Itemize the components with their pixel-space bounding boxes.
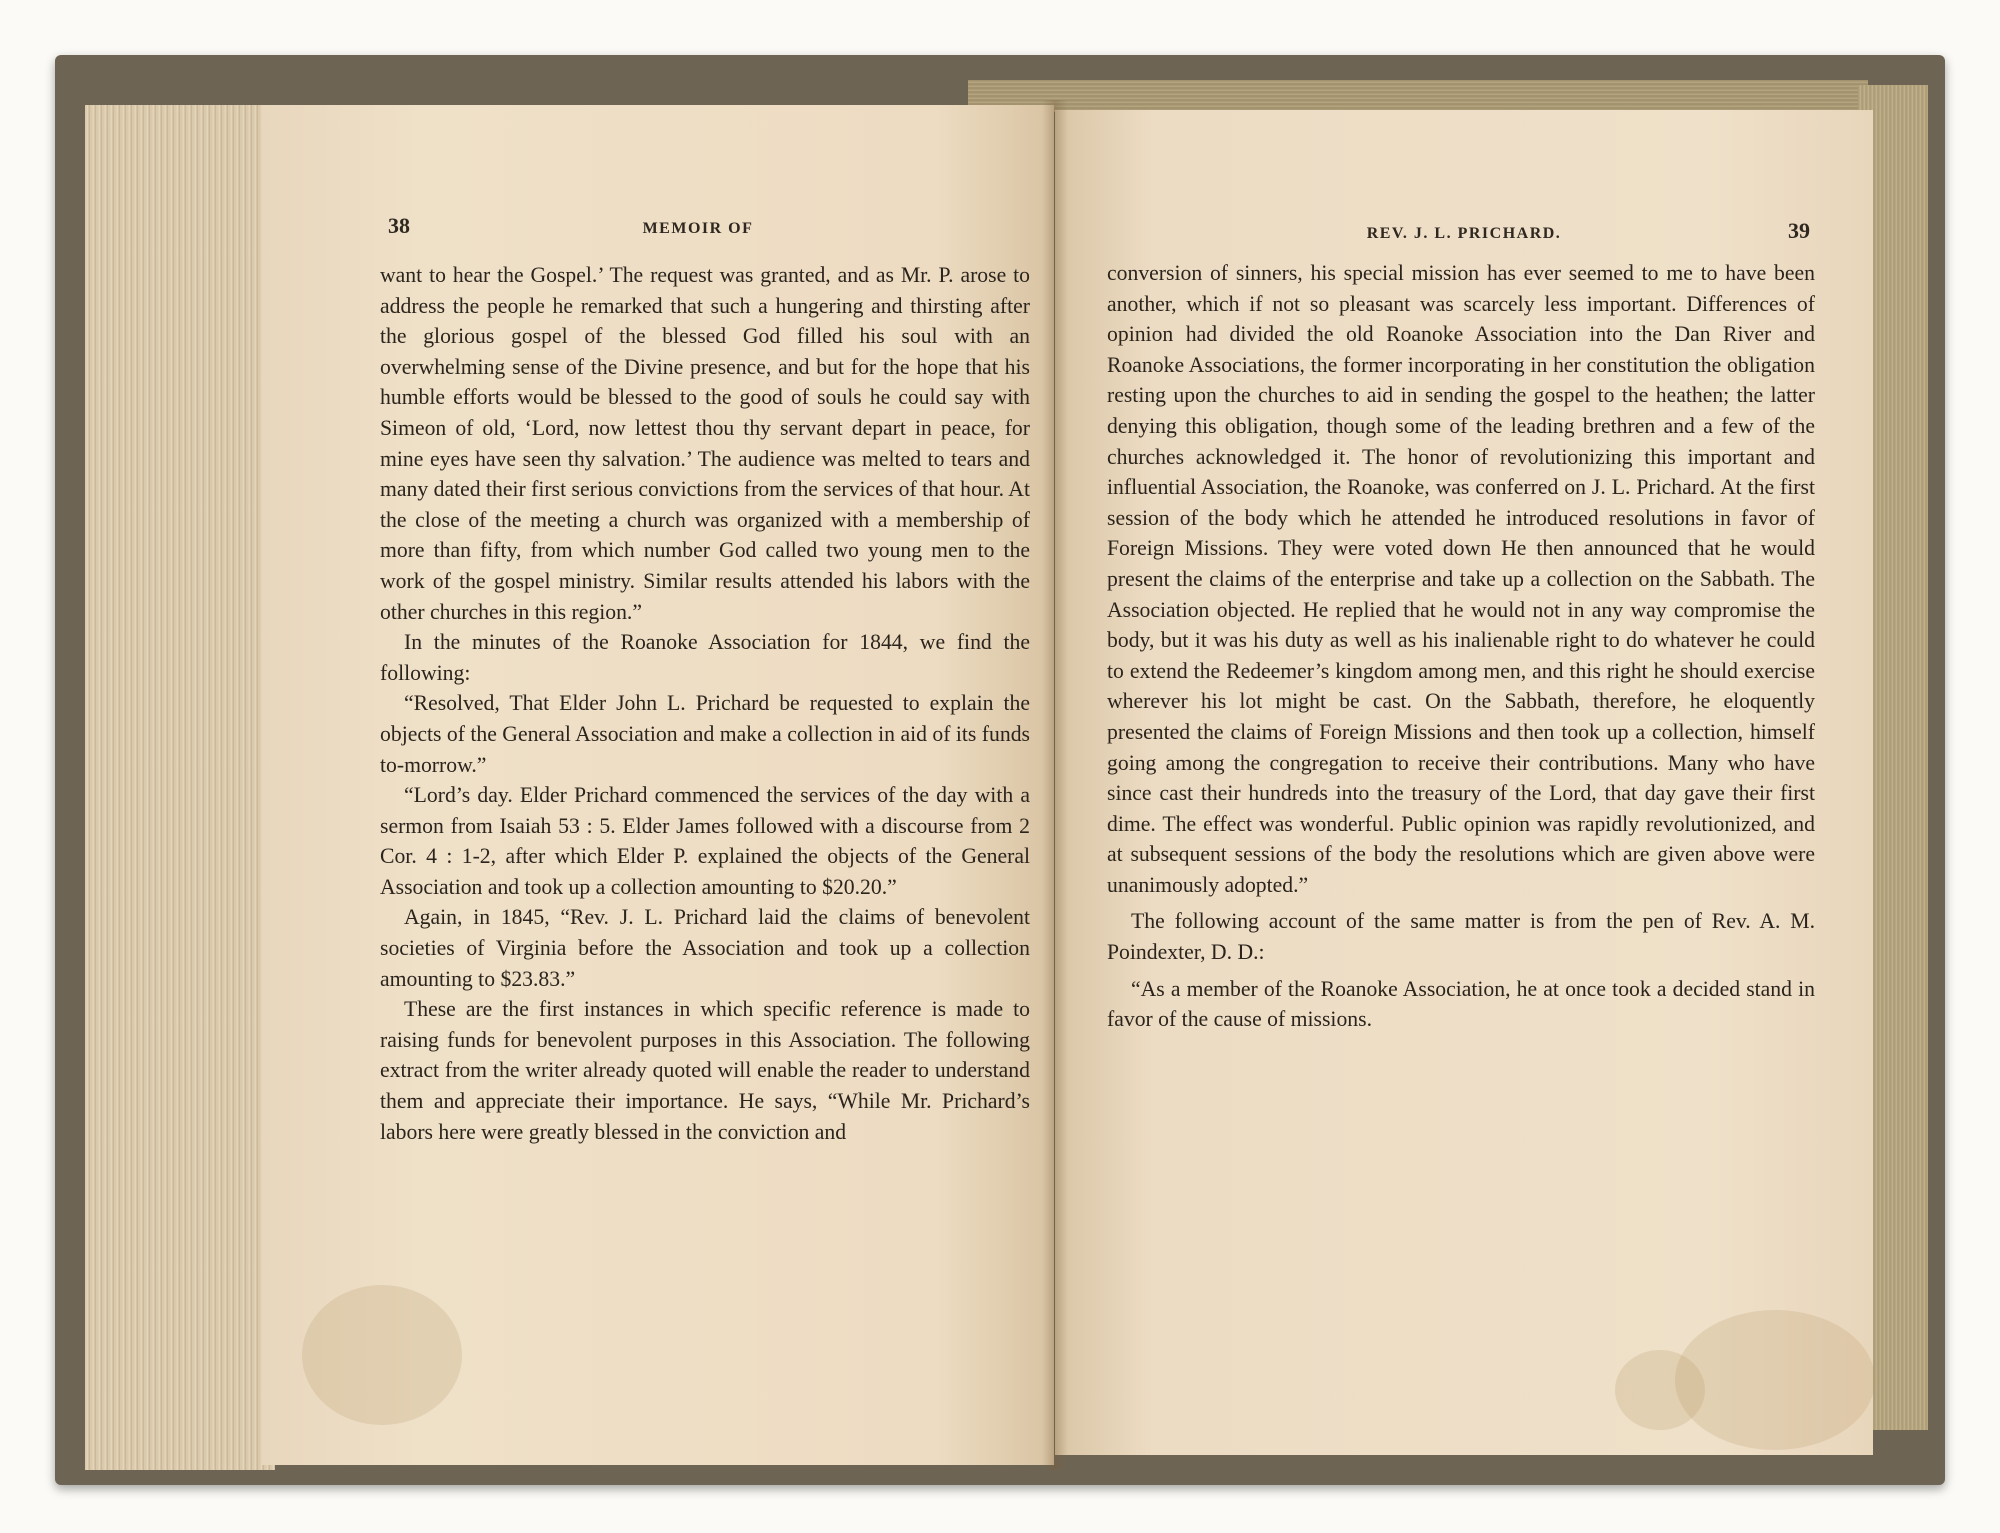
left-page-number: 38	[388, 213, 410, 238]
paragraph: “Resolved, That Elder John L. Prichard be requested to explain the objects of the General Association and make a collection in aid of its funds to-morrow.”	[380, 691, 1030, 777]
right-running-head	[1110, 218, 1810, 244]
left-page-text	[380, 260, 1030, 1147]
left-running-head	[388, 213, 1016, 239]
paragraph: The following account of the same matter is from the pen of Rev. A. M. Poindexter, D. D.:	[1107, 909, 1815, 965]
paragraph: “Lord’s day. Elder Prichard commenced the services of the day with a sermon from Isaiah 53 : 5. Elder James followed with a discourse from 2 Cor. 4 : 1-2, after which Elder P. explained the objects of the General Association and took up a collection amounting to $20.20.”	[380, 783, 1030, 899]
page-stain	[302, 1285, 462, 1425]
book-gutter	[1042, 100, 1068, 1470]
top-page-edges	[968, 80, 1868, 112]
page-stain	[1675, 1310, 1875, 1450]
right-page-text	[1107, 258, 1815, 1035]
right-page	[1055, 110, 1873, 1455]
paragraph: In the minutes of the Roanoke Association for 1844, we find the following:	[380, 630, 1030, 685]
left-page-edges	[85, 105, 275, 1470]
paragraph: want to hear the Gospel.’ The request was granted, and as Mr. P. arose to address the people he remarked that such a hungering and thirsting after the glorious gospel of the blessed God filled his soul with an overwhelming sense of the Divine presence, and but for the hope that his humble efforts would be blessed to the good of souls he could say with Simeon of old, ‘Lord, now lettest thou thy servant depart in peace, for mine eyes have seen thy salvation.’ The audience was melted to tears and many dated their first serious convictions from the services of that hour. At the close of the meeting a church was organized with a membership of more than fifty, from which number God called two young men to the work of the gospel ministry. Similar results attended his labors with the other churches in this region.”	[380, 263, 1030, 624]
right-page-number: 39	[1787, 218, 1810, 243]
paragraph: “As a member of the Roanoke Association, he at once took a decided stand in favor of the cause of missions.	[1107, 976, 1815, 1032]
left-running-title: MEMOIR OF	[642, 220, 754, 237]
paragraph: conversion of sinners, his special mission has ever seemed to me to have been another, which if not so pleasant was scarcely less important. Differences of opinion had divided the old Roanoke Association into the Dan River and Roanoke Associations, the former incorporating in her constitution the obligation resting upon the churches to aid in sending the gospel to the heathen; the latter denying this obligation, though some of the leading brethren and a few of the churches acknowledged it. The honor of revolutionizing this important and influential Association, the Roanoke, was conferred on J. L. Prichard. At the first session of the body which he attended he introduced resolutions in favor of Foreign Missions. They were voted down He then announced that he would present the claims of the enterprise and take up a collection on the Sabbath. The Association objected. He replied that he would not in any way compromise the body, but it was his duty as well as his inalienable right to do whatever he could to extend the Redeemer’s kingdom among men, and this right he should exercise wherever his lot might be cast. On the Sabbath, therefore, he eloquently presented the claims of Foreign Missions and then took up a collection, himself going among the congregation to receive their contributions. Many who have since cast their hundreds into the treasury of the Lord, that day gave their first dime. The effect was wonderful. Public opinion was rapidly revolutionized, and at subsequent sessions of the body the resolutions which are given above were unanimously adopted.”	[1107, 261, 1815, 897]
paragraph: These are the first instances in which specific reference is made to raising funds for benevolent purposes in this Association. The following extract from the writer already quoted will enable the reader to understand them and appreciate their importance. He says, “While Mr. Prichard’s labors here were greatly blessed in the conviction and	[380, 997, 1030, 1144]
paragraph: Again, in 1845, “Rev. J. L. Prichard laid the claims of benevolent societies of Virginia before the Association and took up a collection amounting to $23.83.”	[380, 905, 1030, 991]
right-running-title: REV. J. L. PRICHARD.	[1366, 225, 1562, 242]
page-stain	[1615, 1350, 1705, 1430]
left-page	[262, 105, 1054, 1465]
